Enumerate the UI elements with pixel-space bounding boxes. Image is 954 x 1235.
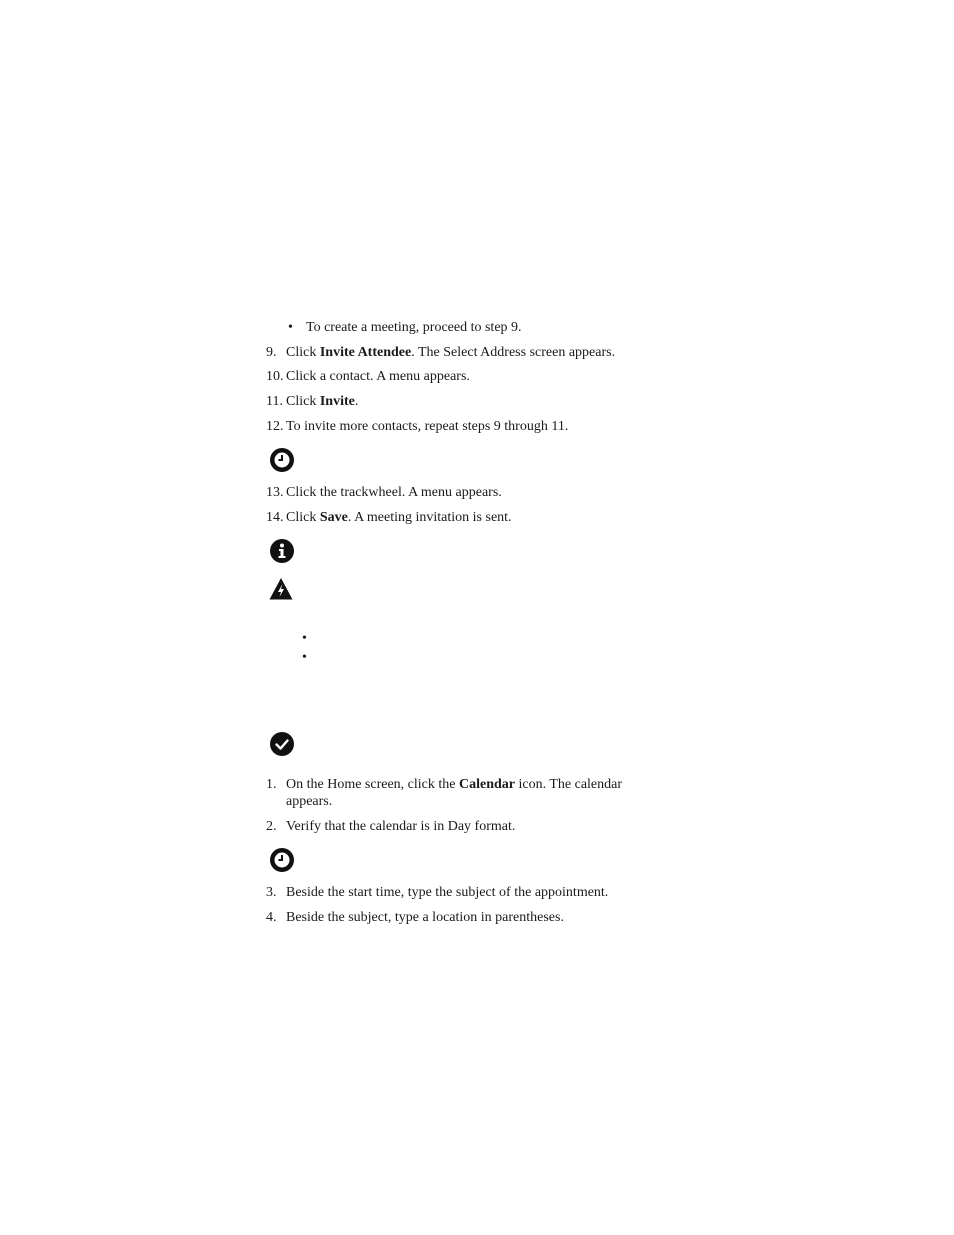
step-text: Click Save. A meeting invitation is sent. [286,510,512,525]
step-text: Click Invite Attendee. The Select Address screen appears. [286,345,616,360]
step-text: Click a contact. A menu appears. [286,369,470,384]
step-number: 11. [266,394,283,409]
bullet-dot: • [288,320,293,335]
step-number: 13. [266,485,284,500]
step-number: 10. [266,369,284,384]
clock-icon [270,848,294,872]
step-text: On the Home screen, click the Calendar icon. The calendar [286,777,623,792]
warning-icon [269,577,293,601]
step-text: To invite more contacts, repeat steps 9 through 11. [286,419,569,434]
clock-icon [270,448,294,472]
bullet-text: To create a meeting, proceed to step 9. [306,320,522,335]
bullet-dot: • [302,631,307,646]
step-number: 4. [266,910,277,925]
step-text: Beside the subject, type a location in parentheses. [286,910,564,925]
step-number: 2. [266,819,277,834]
step-number: 9. [266,345,277,360]
step-text: Verify that the calendar is in Day format. [286,819,516,834]
step-text: appears. [286,794,333,809]
step-text: Beside the start time, type the subject of the appointment. [286,885,609,900]
step-number: 14. [266,510,284,525]
step-text: Click the trackwheel. A menu appears. [286,485,502,500]
step-text: Click Invite. [286,394,359,409]
step-number: 1. [266,777,277,792]
info-icon [270,539,294,563]
check-icon [270,732,294,756]
step-number: 3. [266,885,277,900]
bullet-dot: • [302,650,307,665]
step-number: 12. [266,419,284,434]
